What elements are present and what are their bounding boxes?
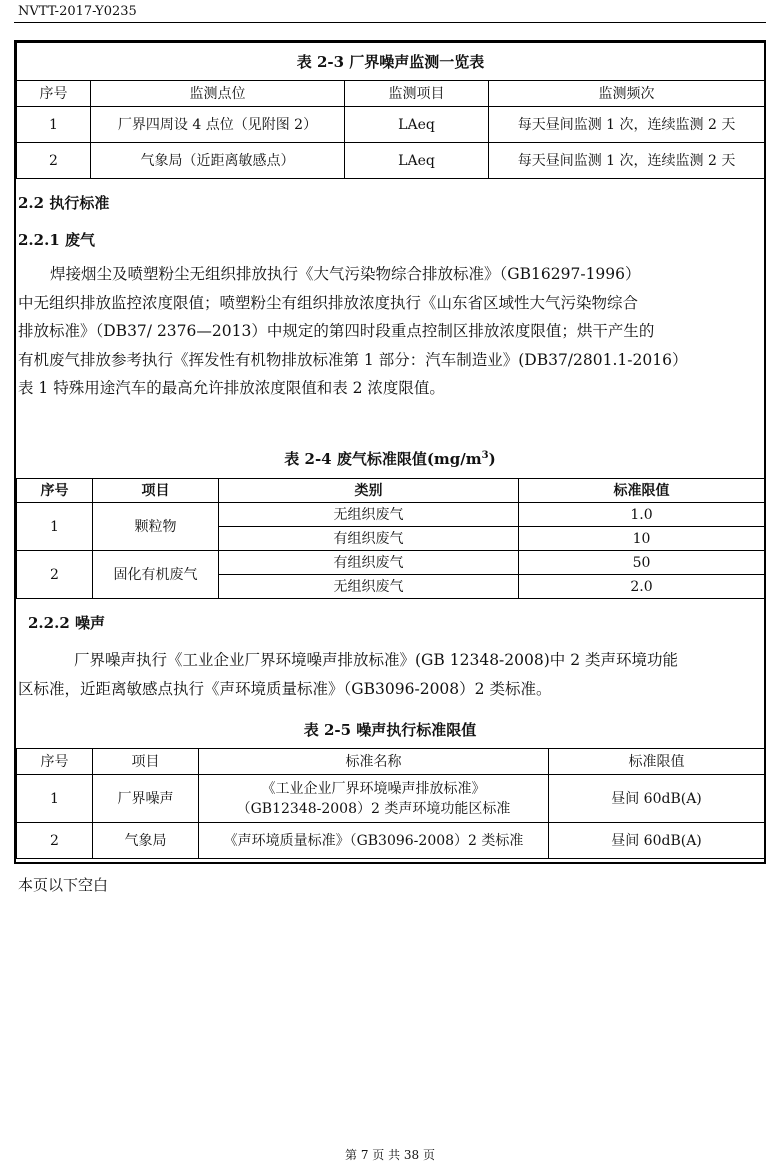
table-2-4 xyxy=(16,478,765,599)
table-2-3-header-cell: 监测频次 xyxy=(489,81,765,107)
table-cell: LAeq xyxy=(345,143,489,179)
table-2-3-header-cell: 监测项目 xyxy=(345,81,489,107)
standard-name-line: （GB12348-2008）2 类声环境功能区标准 xyxy=(236,800,511,817)
paragraph-line: 表 1 特殊用途汽车的最高允许排放浓度限值和表 2 浓度限值。 xyxy=(18,379,445,397)
table-cell: 昼间 60dB(A) xyxy=(549,823,765,859)
table-2-3-header-cell: 监测点位 xyxy=(91,81,345,107)
table-2-4-title-end: ) xyxy=(488,450,496,468)
table-cell: 昼间 60dB(A) xyxy=(549,775,765,823)
table-cell: 2 xyxy=(17,823,93,859)
table-2-5-header-cell: 标准名称 xyxy=(199,749,549,775)
noise-paragraph xyxy=(18,646,762,703)
table-row xyxy=(17,143,765,179)
table-2-4-title-sup: 3 xyxy=(481,450,489,461)
table-row xyxy=(17,503,765,527)
table-cell: 厂界四周设 4 点位（见附图 2） xyxy=(91,107,345,143)
table-2-5-header-cell: 序号 xyxy=(17,749,93,775)
paragraph-line: 有机废气排放参考执行《挥发性有机物排放标准第 1 部分：汽车制造业》(DB37/2801.1-2016） xyxy=(18,350,688,369)
paragraph-line: 中无组织排放监控浓度限值；喷塑粉尘有组织排放浓度执行《山东省区域性大气污染物综合 xyxy=(18,293,639,312)
table-row xyxy=(17,775,765,823)
table-cell: 2 xyxy=(17,551,93,599)
document-code: NVTT-2017-Y0235 xyxy=(18,4,137,19)
section-2-2-1-title: 2.2.1 废气 xyxy=(18,231,95,249)
table-cell: 无组织废气 xyxy=(219,575,519,599)
table-cell: 每天昼间监测 1 次，连续监测 2 天 xyxy=(489,143,765,179)
table-2-4-header-cell: 序号 xyxy=(17,479,93,503)
paragraph-line: 区标准，近距离敏感点执行《声环境质量标准》（GB3096-2008）2 类标准。 xyxy=(18,679,552,698)
table-cell: 颗粒物 xyxy=(93,503,219,551)
header-rule xyxy=(14,22,766,23)
page-number: 第 7 页 共 38 页 xyxy=(345,1148,435,1162)
table-cell: 2.0 xyxy=(519,575,765,599)
table-2-4-header-cell: 项目 xyxy=(93,479,219,503)
paragraph-line: 焊接烟尘及喷塑粉尘无组织排放执行《大气污染物综合排放标准》（GB16297-1996） xyxy=(50,265,641,283)
table-cell: 每天昼间监测 1 次，连续监测 2 天 xyxy=(489,107,765,143)
paragraph-line: 排放标准》（DB37/ 2376—2013）中规定的第四时段重点控制区排放浓度限值；烘干产生的 xyxy=(18,322,655,340)
table-2-5 xyxy=(16,748,765,859)
table-2-4-title-text: 表 2-4 废气标准限值(mg/m xyxy=(284,450,482,468)
table-cell: 有组织废气 xyxy=(219,527,519,551)
table-cell: 2 xyxy=(17,143,91,179)
table-2-3-title: 表 2-3 厂界噪声监测一览表 xyxy=(17,43,765,81)
table-2-5-header-cell: 标准限值 xyxy=(549,749,765,775)
table-cell: 1 xyxy=(17,775,93,823)
table-row xyxy=(17,551,765,575)
table-cell: 50 xyxy=(519,551,765,575)
table-2-3-header-cell: 序号 xyxy=(17,81,91,107)
paragraph-line: 厂界噪声执行《工业企业厂界环境噪声排放标准》(GB 12348-2008)中 2 类声环境功能 xyxy=(74,651,679,669)
table-cell: 1 xyxy=(17,107,91,143)
table-cell: 10 xyxy=(519,527,765,551)
blank-page-note: 本页以下空白 xyxy=(18,876,109,894)
table-2-4-header-cell: 标准限值 xyxy=(519,479,765,503)
table-2-3 xyxy=(16,42,765,179)
table-cell: 气象局（近距离敏感点） xyxy=(91,143,345,179)
table-cell: 厂界噪声 xyxy=(93,775,199,823)
table-cell xyxy=(199,775,549,823)
table-row xyxy=(17,107,765,143)
table-cell: 1.0 xyxy=(519,503,765,527)
table-2-5-title: 表 2-5 噪声执行标准限值 xyxy=(303,721,477,739)
standard-name-line: 《工业企业厂界环境噪声排放标准》 xyxy=(261,780,486,797)
table-cell: 1 xyxy=(17,503,93,551)
table-2-5-header-cell: 项目 xyxy=(93,749,199,775)
table-cell: 气象局 xyxy=(93,823,199,859)
exhaust-gas-paragraph xyxy=(18,260,762,403)
table-cell: 无组织废气 xyxy=(219,503,519,527)
section-2-2-title: 2.2 执行标准 xyxy=(18,194,110,212)
table-cell: 固化有机废气 xyxy=(93,551,219,599)
table-2-4-title xyxy=(16,448,764,469)
table-cell: 《声环境质量标准》（GB3096-2008）2 类标准 xyxy=(199,823,549,859)
table-row xyxy=(17,823,765,859)
table-cell: 有组织废气 xyxy=(219,551,519,575)
table-2-4-header-cell: 类别 xyxy=(219,479,519,503)
table-cell: LAeq xyxy=(345,107,489,143)
section-2-2-2-title: 2.2.2 噪声 xyxy=(28,614,105,632)
